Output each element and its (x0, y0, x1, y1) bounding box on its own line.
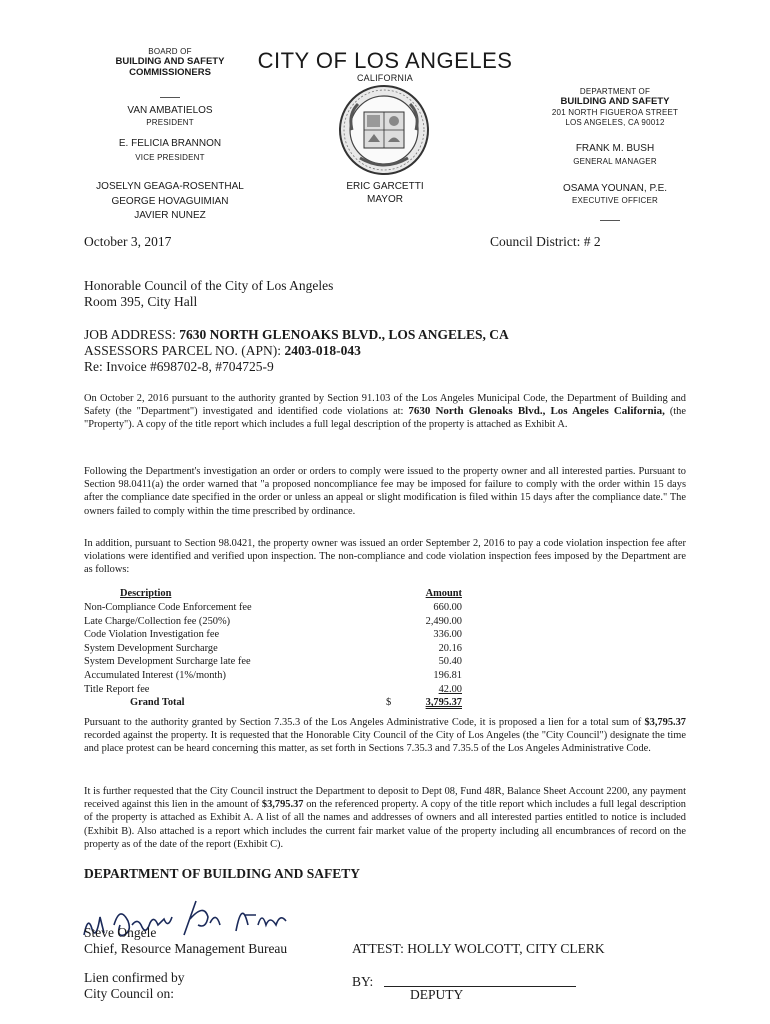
deputy-label: DEPUTY (410, 987, 464, 1002)
executive-officer-title: EXECUTIVE OFFICER (571, 196, 659, 205)
fee-desc-1: Non-Compliance Code Enforcement fee (84, 602, 252, 613)
board-label: BOARD OF (148, 47, 192, 56)
fee-desc-5: System Development Surcharge late fee (84, 656, 251, 668)
letter-date: October 3, 2017 (84, 234, 172, 249)
fee-amount-7-value: 42.00 (438, 683, 462, 695)
paragraph-1-text-a: On October 2, 2016 pursuant to the authority granted by Section 91.103 of the Los Angeles Municipal Code, the Department of Building and Safety (the "Department") investigated and identified code violations at: (84, 393, 686, 418)
paragraph-3: In addition, pursuant to Section 98.0421, the property owner was issued an order September 2, 2016 to pay a code violation inspection fee after violations were identified and verified upon inspection. The non-compliance and code violation inspection fees imposed by the Department are as follows: (84, 538, 686, 576)
fee-total (386, 696, 462, 710)
addressee-line1: Honorable Council of the City of Los Angeles (84, 278, 334, 293)
paragraph-5-amount: $3,795.37 (261, 799, 304, 811)
job-address (84, 327, 704, 344)
fee-amount-6: 196.81 (433, 669, 462, 681)
fee-desc-list (84, 601, 364, 710)
city-subtitle: CALIFORNIA (356, 73, 413, 83)
divider-right-bottom (600, 220, 620, 221)
fee-amount-1: 660.00 (433, 602, 462, 613)
dept-address-line1: 201 NORTH FIGUEROA STREET (551, 108, 679, 117)
paragraph-4-text-a: Pursuant to the authority granted by Section 7.35.3 of the Los Angeles Administrative Code, it is proposed a lien for a total sum of (84, 717, 645, 728)
board-name: BUILDING AND SAFETY (115, 56, 225, 67)
paragraph-5-text-a: It is further requested that the City Council instruct the Department to deposit to Dept 08, Fund 48R, Balance Sheet Account 2200, any payment received against this lien in the amount of (84, 786, 686, 811)
fee-total-amount: 3,795.37 (425, 697, 462, 709)
president-name: VAN AMBATIELOS (127, 105, 213, 116)
paragraph-4 (84, 716, 686, 756)
fee-desc-4: System Development Surcharge (84, 642, 218, 654)
dept-label: DEPARTMENT OF (579, 87, 651, 96)
council-district: Council District: # 2 (490, 234, 601, 249)
paragraph-5 (84, 785, 686, 851)
executive-officer-name: OSAMA YOUNAN, P.E. (562, 183, 668, 194)
paragraph-1 (84, 392, 686, 432)
signer-name: Steve Ongele (84, 925, 157, 940)
by-label: BY: (352, 974, 374, 989)
paragraph-4-text-c: recorded against the property. It is requested that the Honorable City Council of the City of Los Angeles (the "City Council") designate the time and place protest can be heard concerning this matter, as set forth in Sections 7.35.3 and 7.35.5 of the Los Angeles Administrative Code. (84, 730, 686, 755)
fee-amount-list (386, 601, 462, 710)
paragraph-1-address: 7630 North Glenoaks Blvd., Los Angeles California, (408, 405, 665, 418)
mayor-title: MAYOR (367, 194, 403, 205)
general-manager-title: GENERAL MANAGER (573, 157, 657, 166)
addressee-line2: Room 395, City Hall (84, 294, 198, 309)
commissioner-1: JOSELYN GEAGA-ROSENTHAL (96, 181, 244, 192)
dept-signature-heading: DEPARTMENT OF BUILDING AND SAFETY (84, 866, 361, 881)
attest-line: ATTEST: HOLLY WOLCOTT, CITY CLERK (352, 941, 605, 956)
general-manager-name: FRANK M. BUSH (575, 143, 655, 154)
fee-desc-3: Code Violation Investigation fee (84, 629, 220, 641)
divider-left-top (160, 97, 180, 98)
city-title: CITY OF LOS ANGELES (257, 48, 513, 73)
job-address-label: JOB ADDRESS: (84, 327, 180, 342)
fee-amount-5: 50.40 (438, 656, 462, 668)
fee-amount-header: Amount (425, 588, 462, 599)
paragraph-2: Following the Department's investigation an order or orders to comply were issued to the property owner and all interested parties. Pursuant to Section 98.0411(a) the order warned that "a proposed noncompliance fee may be imposed for failure to comply with the order within 15 days after the compliance date specified in the order or unless an appeal or slight modification is filed within 15 days after the compliance date." The owners failed to comply within the time prescribed by ordinance. (84, 466, 686, 517)
fee-amount-7 (386, 683, 462, 697)
paragraph-1-text-c: (the "Property"). A copy of the title report which includes a full legal description of the property is attached as Exhibit A. (84, 406, 686, 431)
president-title: PRESIDENT (146, 118, 194, 127)
fee-desc-2: Late Charge/Collection fee (250%) (84, 615, 231, 627)
signer-title: Chief, Resource Management Bureau (84, 941, 288, 956)
fee-desc-header: Description (120, 588, 172, 599)
paragraph-5-text-c: on the referenced property. A copy of the title report which includes a full legal description of the property is attached as Exhibit A. A list of all the names and addresses of owners and all interested parties entitled to notice is included (Exhibit B). Also attached is a report which includes the current fair market value of the property including all encumbrances of record on the property as of the date of the report (Exhibit C). (84, 799, 686, 850)
commissioner-2: GEORGE HOVAGUIMIAN (111, 196, 229, 207)
fee-amount-4: 20.16 (438, 642, 462, 654)
city-seal-icon (338, 84, 430, 176)
apn (84, 343, 704, 360)
job-address-value: 7630 NORTH GLENOAKS BLVD., LOS ANGELES, CA (179, 327, 509, 342)
fee-desc-6: Accumulated Interest (1%/month) (84, 669, 226, 681)
dept-address-line2: LOS ANGELES, CA 90012 (565, 118, 665, 127)
commissioner-3: JAVIER NUNEZ (134, 210, 206, 221)
paragraph-4-amount: $3,795.37 (644, 717, 686, 728)
apn-value: 2403-018-043 (284, 343, 361, 358)
lien-confirmed-line1: Lien confirmed by (84, 970, 185, 985)
apn-label: ASSESSORS PARCEL NO. (APN): (84, 343, 285, 358)
vice-president-name: E. FELICIA BRANNON (118, 138, 222, 149)
vice-president-title: VICE PRESIDENT (135, 153, 205, 162)
board-commissioners: COMMISSIONERS (129, 67, 211, 78)
fee-total-currency: $ (386, 697, 392, 709)
mayor-name: ERIC GARCETTI (346, 181, 424, 192)
lien-confirmed-line2: City Council on: (84, 986, 175, 1001)
dept-name: BUILDING AND SAFETY (560, 96, 670, 107)
fee-amount-2: 2,490.00 (425, 615, 462, 627)
re-invoice: Re: Invoice #698702-8, #704725-9 (84, 359, 274, 374)
fee-total-label: Grand Total (130, 697, 185, 709)
fee-desc-7: Title Report fee (84, 683, 150, 695)
fee-amount-3: 336.00 (433, 629, 462, 641)
